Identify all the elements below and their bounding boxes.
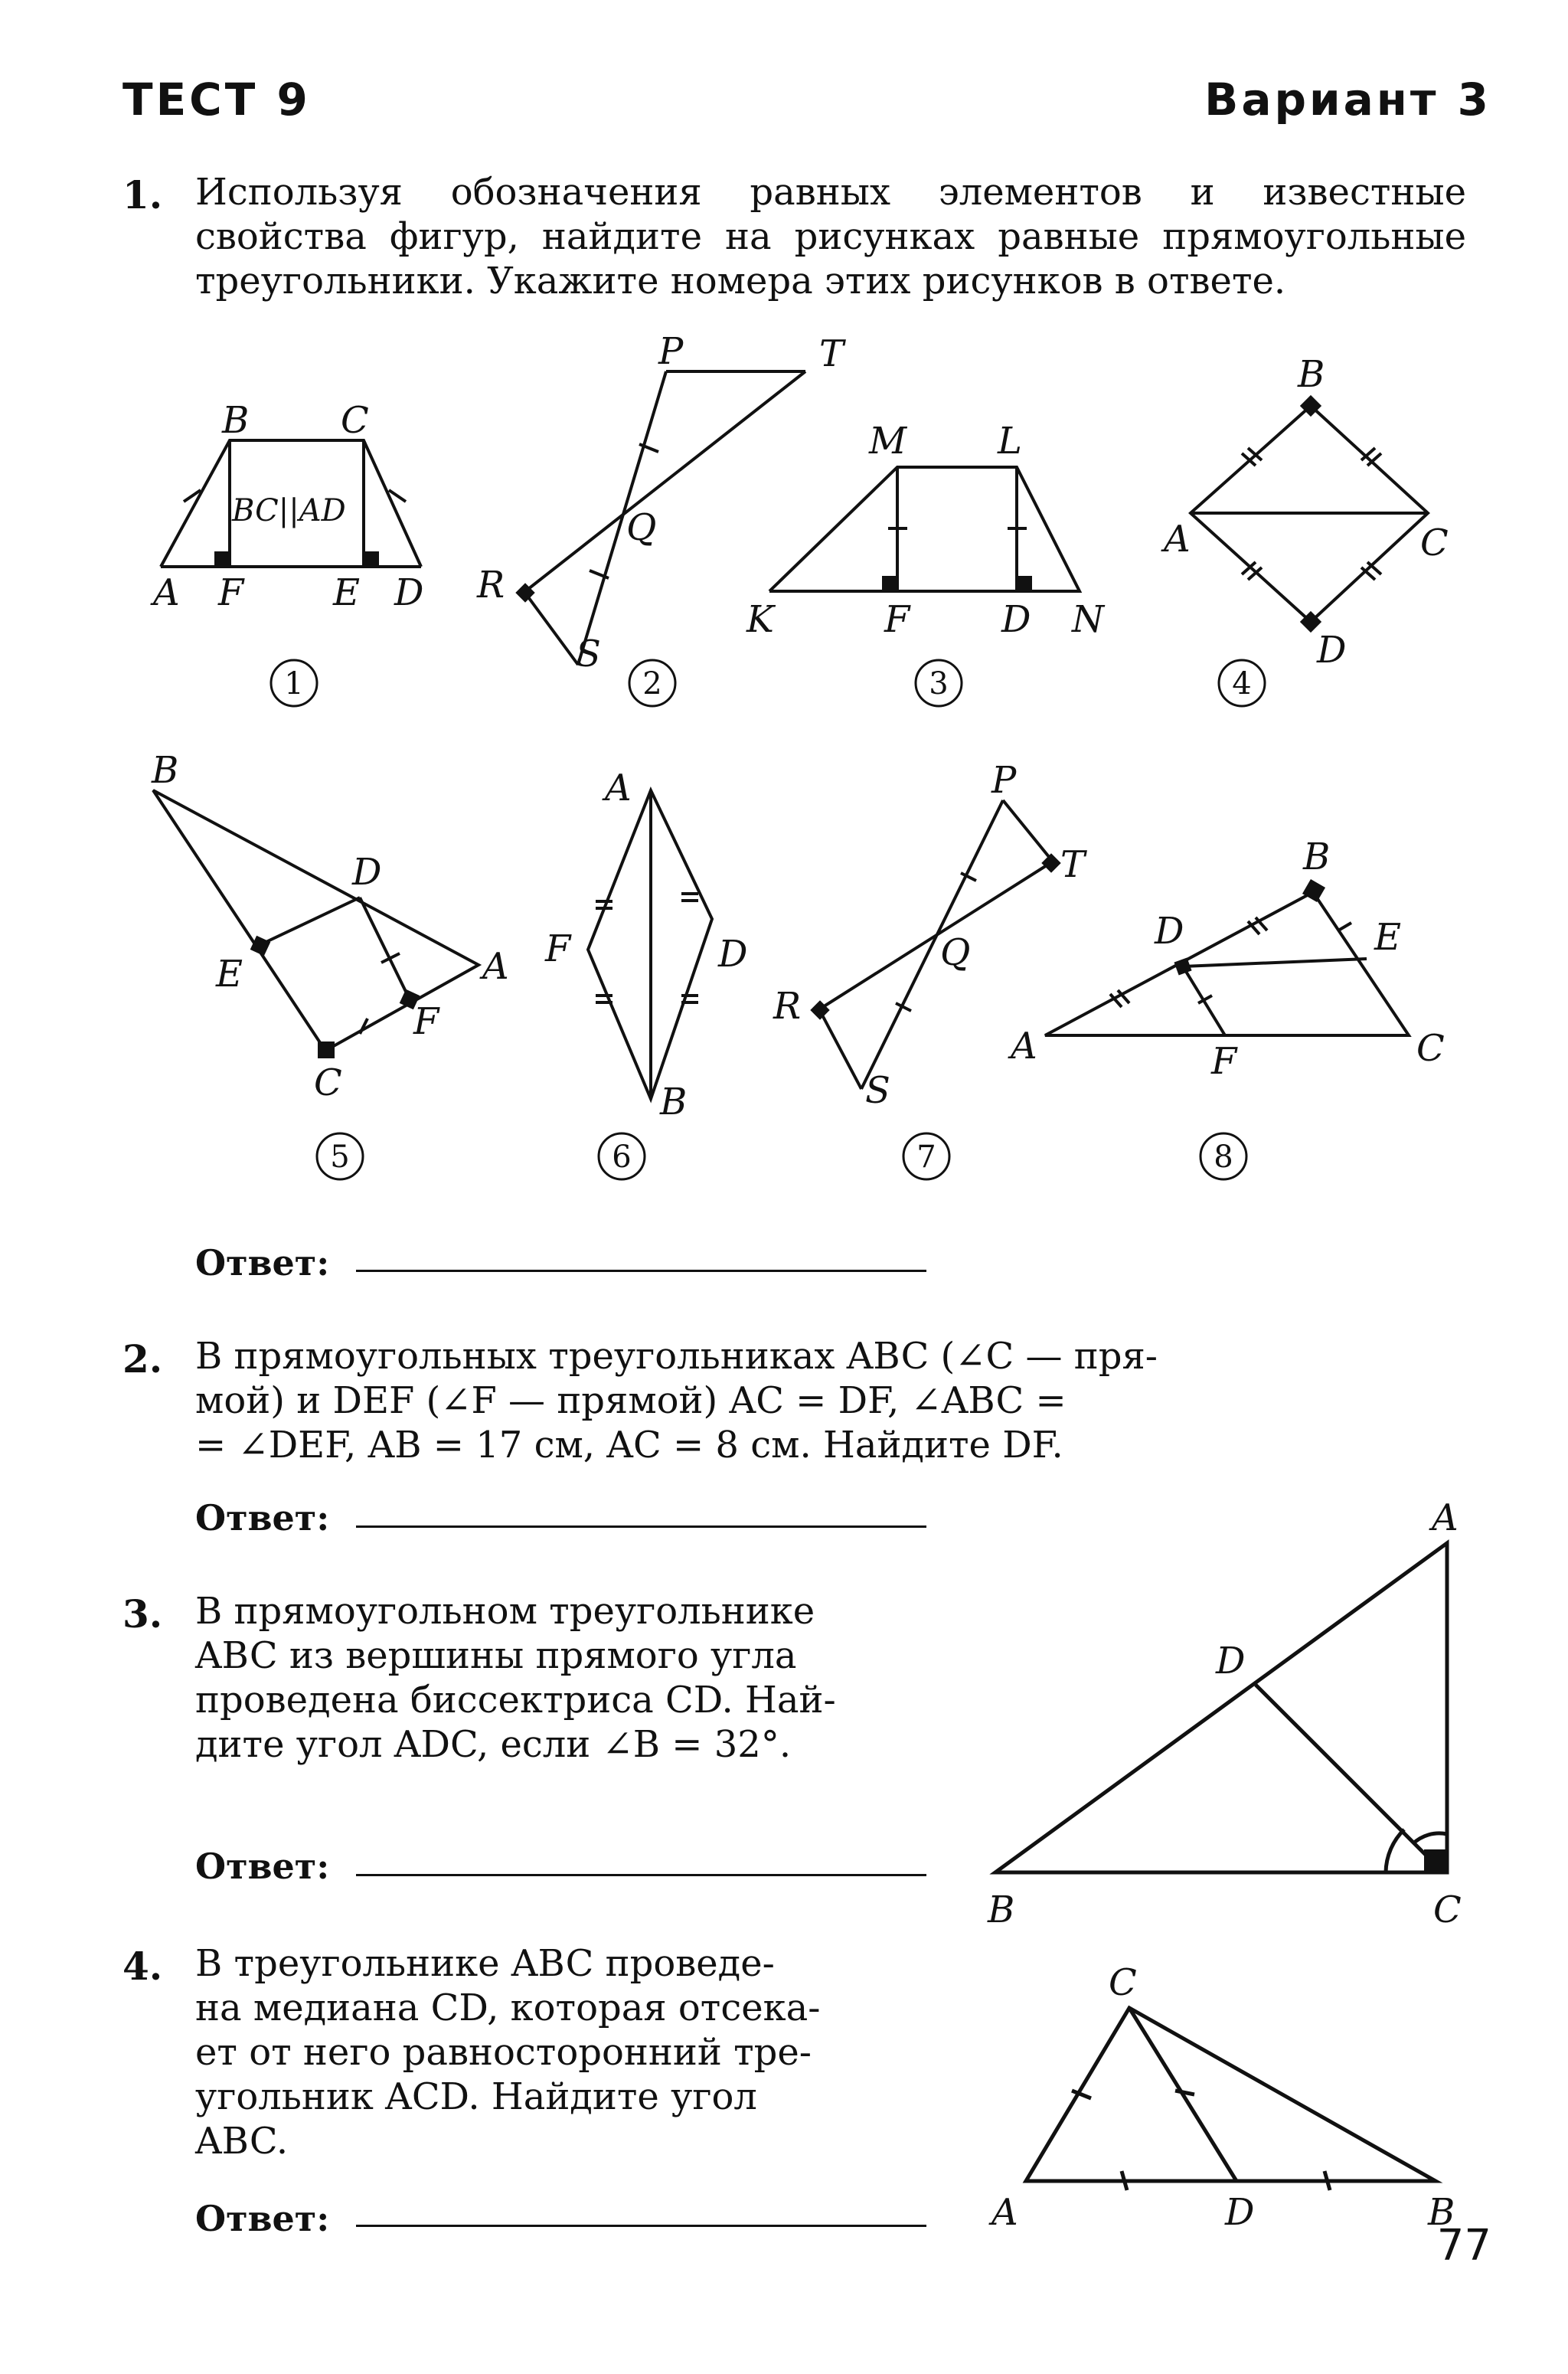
q4-line5: ABC.	[195, 2120, 289, 2163]
fig1-number: 1	[284, 666, 304, 701]
fig6-number: 6	[612, 1140, 632, 1175]
figure-3	[769, 467, 1080, 591]
fig8-label-E: E	[1374, 916, 1402, 959]
fig1-label-D: D	[394, 571, 424, 614]
fig1-label-E: E	[333, 571, 361, 614]
q3-fig-label-D: D	[1216, 1640, 1246, 1682]
q2-line2: мой) и DEF (∠F — прямой) AC = DF, ∠ABC =	[195, 1379, 1067, 1422]
fig2-number: 2	[642, 666, 662, 701]
q3-fig-label-B: B	[988, 1888, 1015, 1931]
fig7-label-R: R	[773, 985, 802, 1028]
test-title: ТЕСТ 9	[122, 74, 311, 126]
fig2-label-S: S	[576, 633, 601, 675]
q3-answer-line[interactable]	[356, 1874, 926, 1876]
figure-4	[1191, 406, 1428, 622]
page-number: 77	[1436, 2221, 1491, 2271]
fig2-label-T: T	[819, 332, 844, 375]
q4-fig-label-B: B	[1428, 2191, 1455, 2234]
fig7-label-T: T	[1060, 843, 1086, 886]
fig6-label-A: A	[605, 767, 632, 809]
q1-number: 1.	[122, 172, 163, 217]
figure-8	[1045, 892, 1409, 1035]
q1-text: Используя обозначения равных элементов и известные свойства фигур, найдите на рисунках равные прямоугольные треугольники. Укажите номера этих рисунков в ответе.	[195, 171, 1466, 302]
fig5-label-D: D	[352, 851, 382, 894]
fig3-label-M: M	[869, 420, 907, 463]
fig8-label-A: A	[1011, 1025, 1037, 1068]
fig8-label-F: F	[1211, 1040, 1237, 1083]
fig2-label-P: P	[658, 330, 684, 373]
variant-title: Вариант 3	[1204, 74, 1491, 126]
q4-fig-label-A: A	[991, 2191, 1018, 2234]
fig2-label-Q: Q	[626, 506, 657, 549]
fig3-label-K: K	[746, 598, 774, 641]
fig1-label-A: A	[153, 571, 180, 614]
q4-line1: В треугольнике ABC проведе-	[195, 1942, 775, 1985]
fig1-note: BC||AD	[232, 493, 346, 528]
fig5-label-A: A	[482, 945, 509, 988]
q2-line3: = ∠DEF, AB = 17 см, AC = 8 см. Найдите DF.	[195, 1424, 1063, 1467]
figure-6	[588, 790, 712, 1099]
fig6-label-F: F	[545, 927, 571, 970]
q3-fig-label-A: A	[1432, 1496, 1459, 1539]
fig4-label-A: A	[1164, 518, 1191, 561]
q2-line1: В прямоугольных треугольниках ABC (∠C — пря-	[195, 1335, 1158, 1378]
fig7-label-P: P	[991, 759, 1017, 802]
fig2-label-R: R	[477, 564, 505, 607]
fig1-label-B: B	[222, 399, 250, 442]
fig8-number: 8	[1214, 1140, 1233, 1175]
q3-number: 3.	[122, 1591, 163, 1637]
q1-answer-label: Ответ:	[195, 1242, 330, 1283]
q3-line3: проведена биссектриса CD. Най-	[195, 1679, 836, 1722]
q2-number: 2.	[122, 1336, 163, 1382]
fig5-label-E: E	[216, 953, 243, 996]
fig4-label-D: D	[1317, 629, 1347, 672]
q3-line1: В прямоугольном треугольнике	[195, 1590, 815, 1633]
q4-line3: ет от него равносторонний тре-	[195, 2031, 812, 2074]
q4-fig-label-D: D	[1225, 2191, 1255, 2234]
q2-answer-line[interactable]	[356, 1525, 926, 1528]
q4-answer-label: Ответ:	[195, 2198, 330, 2239]
fig5-number: 5	[330, 1140, 350, 1175]
fig6-label-B: B	[660, 1081, 688, 1123]
fig3-label-N: N	[1072, 598, 1104, 641]
fig3-label-D: D	[1001, 598, 1031, 641]
q4-answer-line[interactable]	[356, 2225, 926, 2227]
fig5-label-F: F	[413, 1000, 439, 1043]
fig7-label-Q: Q	[940, 931, 971, 974]
q4-fig-label-C: C	[1109, 1961, 1137, 2004]
fig5-label-C: C	[314, 1061, 342, 1104]
fig8-label-C: C	[1416, 1027, 1445, 1070]
q4-line4: угольник ACD. Найдите угол	[195, 2075, 757, 2118]
fig3-label-F: F	[884, 598, 910, 641]
q3-fig-label-C: C	[1433, 1888, 1462, 1931]
q3-line2: ABC из вершины прямого угла	[195, 1634, 797, 1677]
fig6-label-D: D	[718, 933, 748, 976]
fig4-number: 4	[1232, 666, 1252, 701]
q3-answer-label: Ответ:	[195, 1846, 330, 1887]
fig8-label-B: B	[1303, 835, 1331, 878]
fig4-label-B: B	[1298, 353, 1325, 396]
fig8-label-D: D	[1155, 910, 1184, 953]
q2-answer-label: Ответ:	[195, 1497, 330, 1539]
fig4-label-C: C	[1420, 522, 1449, 564]
fig3-label-L: L	[998, 420, 1022, 463]
fig3-number: 3	[929, 666, 949, 701]
q4-line2: на медиана CD, которая отсека-	[195, 1987, 821, 2029]
q1-answer-line[interactable]	[356, 1270, 926, 1272]
fig1-label-C: C	[341, 399, 369, 442]
q3-line4: дите угол ADC, если ∠B = 32°.	[195, 1723, 792, 1766]
fig1-label-F: F	[218, 571, 244, 614]
fig5-label-B: B	[152, 749, 179, 792]
fig7-number: 7	[916, 1140, 936, 1175]
fig7-label-S: S	[865, 1069, 890, 1112]
q4-number: 4.	[122, 1944, 163, 1989]
